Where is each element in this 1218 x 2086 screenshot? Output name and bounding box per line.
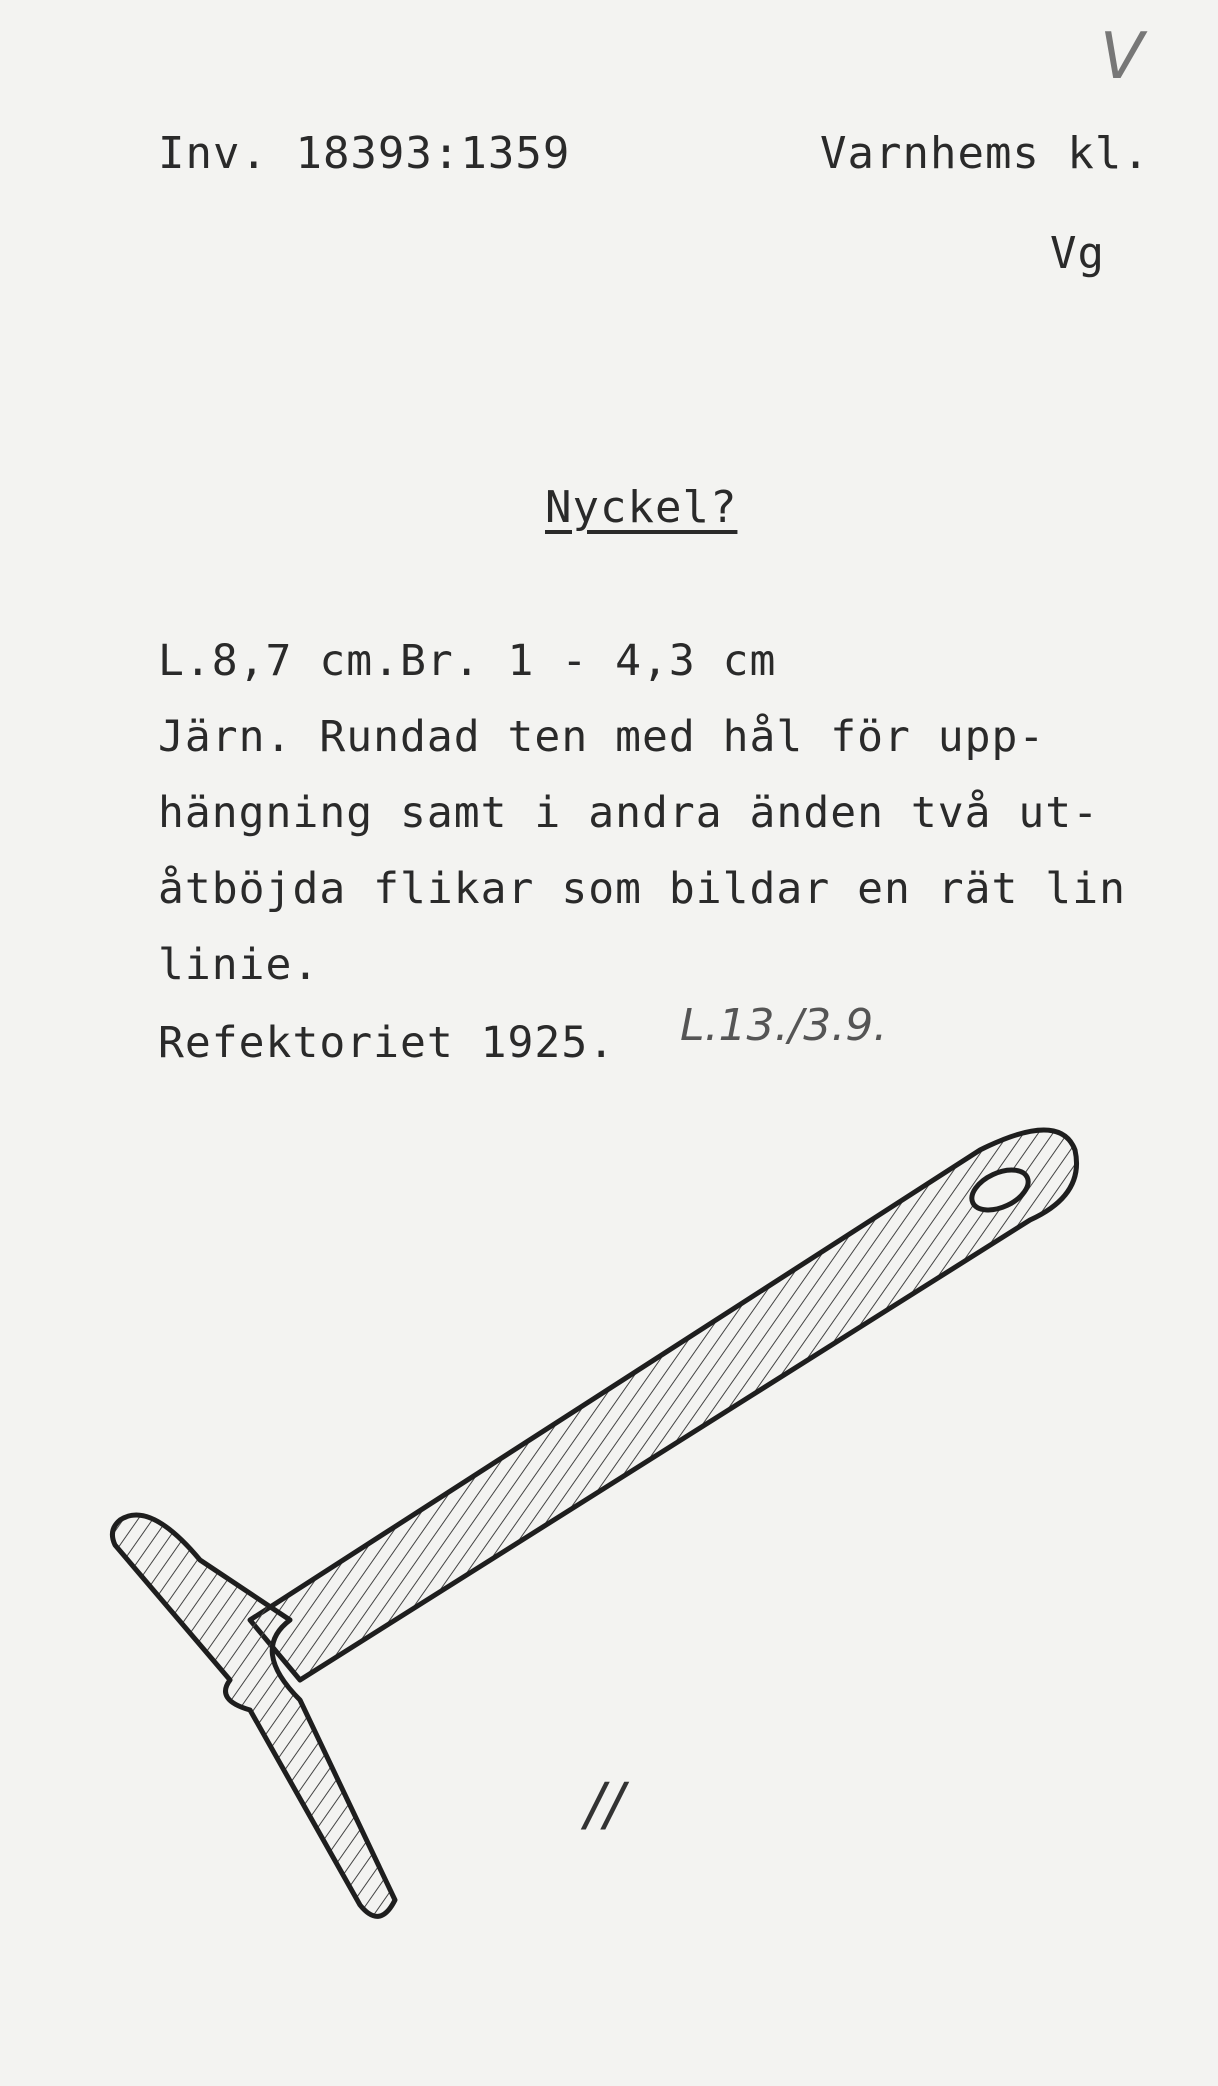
description-line: linie. <box>158 940 320 990</box>
description-line: hängning samt i andra änden två ut- <box>158 788 1100 838</box>
description-line: L.8,7 cm.Br. 1 - 4,3 cm <box>158 636 777 686</box>
location: Varnhems kl. <box>820 128 1150 179</box>
description-line: åtböjda flikar som bildar en rät lin <box>158 864 1126 914</box>
province: Vg <box>1050 228 1105 279</box>
inventory-number: Inv. 18393:1359 <box>158 128 571 179</box>
description-line: Järn. Rundad ten med hål för upp- <box>158 712 1046 762</box>
object-title: Nyckel? <box>545 482 738 533</box>
find-place: Refektoriet 1925. <box>158 1018 616 1068</box>
check-mark: V <box>1100 20 1144 94</box>
scale-mark: // <box>585 1770 625 1838</box>
handwritten-note: L.13./3.9. <box>680 1000 888 1051</box>
